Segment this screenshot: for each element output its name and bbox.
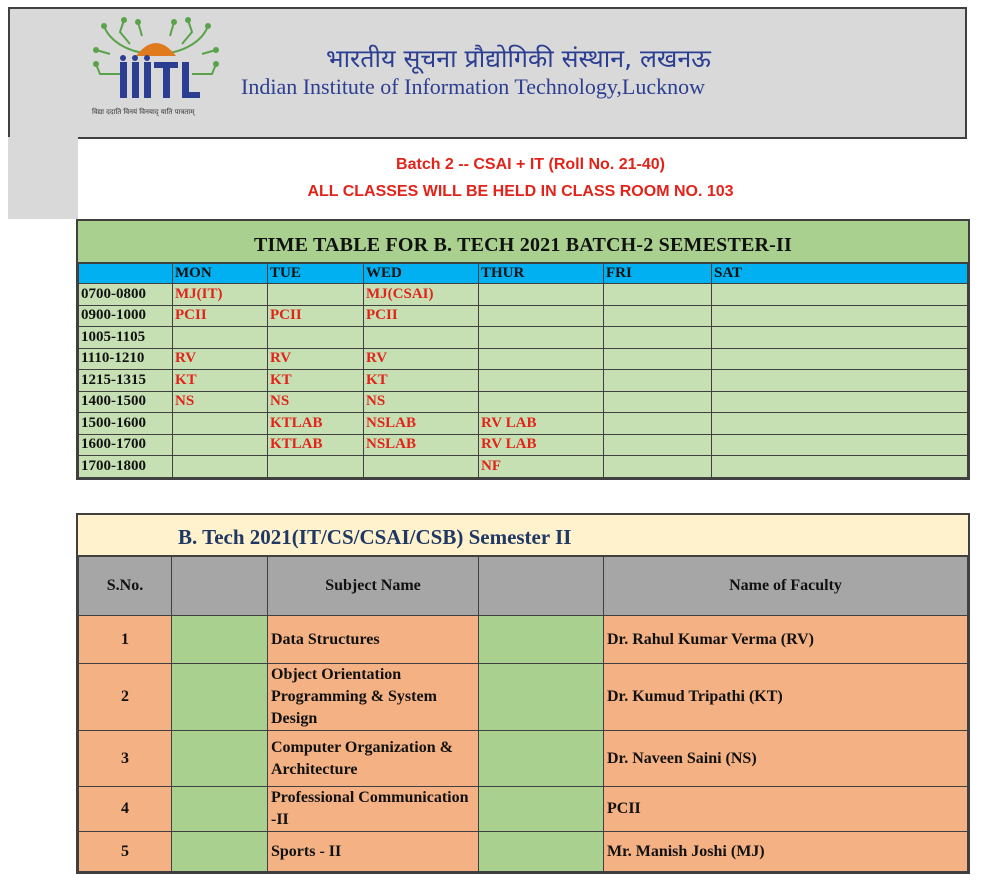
class-cell [173,456,268,478]
class-cell: MJ(CSAI) [364,284,479,306]
timetable-row [79,327,968,349]
faculty-header: Name of Faculty [604,557,968,616]
blank-cell [172,787,268,832]
time-slot: 1600-1700 [79,434,173,456]
faculty-name: PCII [604,787,968,832]
subject-name: Computer Organization & Architecture [268,731,479,787]
institute-motto: विद्या ददाति विनयं विनयाद् याति पात्रताम् [92,108,195,116]
faculty-name: Dr. Rahul Kumar Verma (RV) [604,616,968,664]
class-cell [712,305,968,327]
blank-cell [479,664,604,731]
day-header: WED [364,264,479,284]
class-cell [604,413,712,435]
class-cell: KT [268,370,364,392]
class-cell: NS [268,391,364,413]
class-cell [604,327,712,349]
timetable [76,219,970,480]
class-cell: PCII [173,305,268,327]
class-cell: RV [173,348,268,370]
time-slot: 0900-1000 [79,305,173,327]
day-header: TUE [268,264,364,284]
class-cell [604,434,712,456]
class-cell [712,348,968,370]
class-cell [364,456,479,478]
time-slot: 1500-1600 [79,413,173,435]
class-cell [173,434,268,456]
day-header: THUR [479,264,604,284]
timetable-row [79,413,968,435]
class-cell: RV LAB [479,413,604,435]
class-cell: NS [364,391,479,413]
subject-row [79,664,968,731]
serial-number: 5 [79,832,172,872]
batch-notice: Batch 2 -- CSAI + IT (Roll No. 21-40) [396,156,665,173]
day-header-row [79,264,968,284]
class-cell [604,284,712,306]
blank-cell [479,787,604,832]
day-header: SAT [712,264,968,284]
class-cell [268,284,364,306]
day-header: FRI [604,264,712,284]
timetable-row [79,284,968,306]
timetable-row [79,370,968,392]
timetable-row [79,456,968,478]
subject-header-row [79,557,968,616]
class-cell: RV [268,348,364,370]
institute-header [8,7,967,139]
subject-row [79,832,968,872]
classroom-notice: ALL CLASSES WILL BE HELD IN CLASS ROOM NO. 103 [307,183,734,200]
time-slot: 0700-0800 [79,284,173,306]
class-cell [712,327,968,349]
timetable-row [79,391,968,413]
serial-number: 4 [79,787,172,832]
class-cell [604,370,712,392]
class-cell [479,391,604,413]
time-slot: 1215-1315 [79,370,173,392]
time-header [79,264,173,284]
class-cell: KT [173,370,268,392]
subject-table-title: B. Tech 2021(IT/CS/CSAI/CSB) Semester II [78,515,968,556]
class-cell [604,305,712,327]
time-slot: 1700-1800 [79,456,173,478]
blank-cell [172,731,268,787]
class-cell: KT [364,370,479,392]
subject-name: Professional Communication -II [268,787,479,832]
subject-name: Data Structures [268,616,479,664]
class-cell [364,327,479,349]
subject-table [76,513,970,874]
class-cell [173,327,268,349]
serial-number: 1 [79,616,172,664]
decorative-strip [8,137,78,219]
institute-name-hindi: भारतीय सूचना प्रौद्योगिकी संस्थान, लखनऊ [326,44,711,73]
subject-row [79,616,968,664]
timetable-row [79,305,968,327]
class-cell: NSLAB [364,413,479,435]
class-cell [712,413,968,435]
class-cell: RV LAB [479,434,604,456]
subject-name: Sports - II [268,832,479,872]
class-cell: PCII [364,305,479,327]
class-cell [604,348,712,370]
timetable-grid [78,263,968,478]
subject-header: Subject Name [268,557,479,616]
class-cell [479,327,604,349]
institute-name-english: Indian Institute of Information Technology,Lucknow [241,74,706,99]
class-cell [712,284,968,306]
time-slot: 1005-1105 [79,327,173,349]
class-cell: RV [364,348,479,370]
class-cell: PCII [268,305,364,327]
faculty-name: Dr. Naveen Saini (NS) [604,731,968,787]
class-cell [712,434,968,456]
class-cell [712,370,968,392]
serial-number: 3 [79,731,172,787]
time-slot: 1400-1500 [79,391,173,413]
class-cell: NS [173,391,268,413]
class-cell [268,456,364,478]
class-cell [712,456,968,478]
class-cell [173,413,268,435]
faculty-name: Mr. Manish Joshi (MJ) [604,832,968,872]
class-cell [479,284,604,306]
class-cell: MJ(IT) [173,284,268,306]
subject-name: Object Orientation Programming & System Design [268,664,479,731]
blank-cell [172,832,268,872]
class-cell [604,456,712,478]
blank-cell [479,731,604,787]
blank-cell [479,832,604,872]
time-slot: 1110-1210 [79,348,173,370]
blank-cell [172,664,268,731]
subject-grid [78,556,968,872]
day-header: MON [173,264,268,284]
class-cell [268,327,364,349]
class-cell [712,391,968,413]
class-cell: NF [479,456,604,478]
blank-header [172,557,268,616]
timetable-row [79,434,968,456]
sno-header: S.No. [79,557,172,616]
faculty-name: Dr. Kumud Tripathi (KT) [604,664,968,731]
timetable-title: TIME TABLE FOR B. TECH 2021 BATCH-2 SEMESTER-II [78,221,968,263]
blank-header [479,557,604,616]
serial-number: 2 [79,664,172,731]
blank-cell [479,616,604,664]
class-cell [479,348,604,370]
blank-cell [172,616,268,664]
subject-row [79,731,968,787]
class-cell [479,305,604,327]
class-cell [479,370,604,392]
class-cell: KTLAB [268,434,364,456]
subject-row [79,787,968,832]
class-cell: KTLAB [268,413,364,435]
timetable-row [79,348,968,370]
class-cell [604,391,712,413]
class-cell: NSLAB [364,434,479,456]
